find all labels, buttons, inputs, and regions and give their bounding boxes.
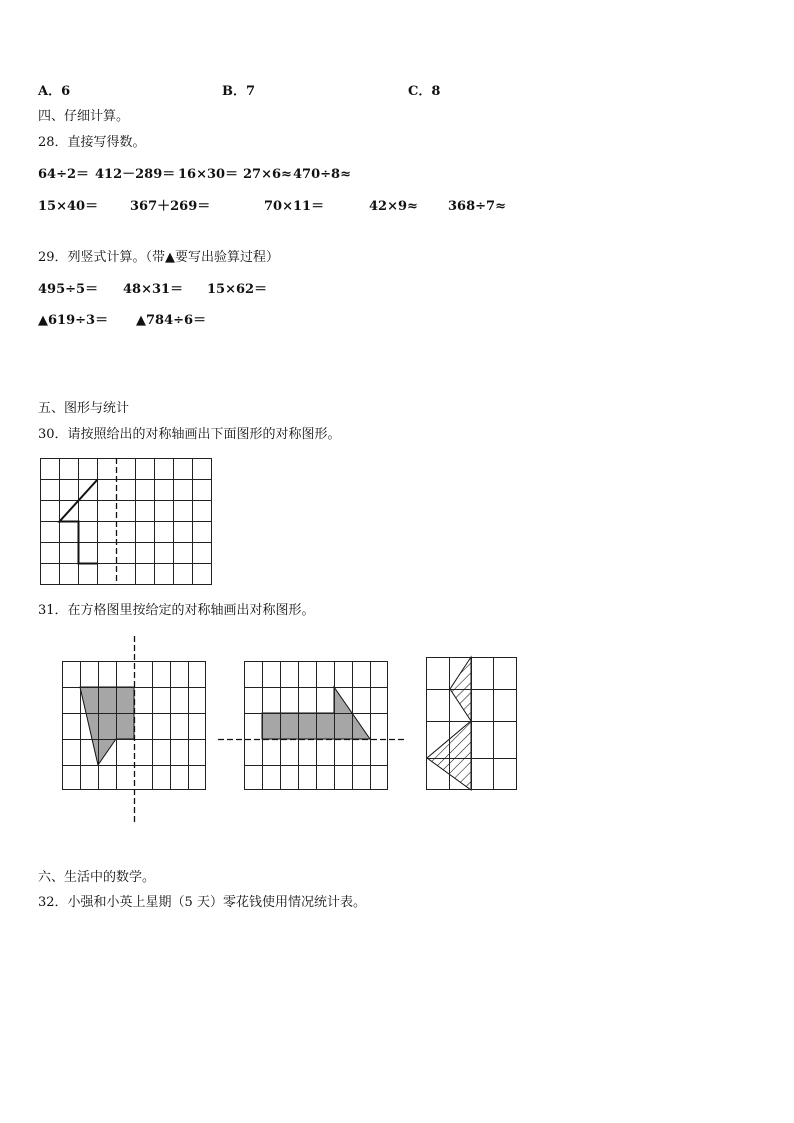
q28-title: 28．直接写得数。 bbox=[38, 135, 146, 150]
q28-expr: 412－289＝ bbox=[95, 167, 176, 182]
option-a: A．6 bbox=[38, 84, 71, 99]
q31-grid-1 bbox=[58, 656, 208, 826]
q31-grid-2 bbox=[218, 656, 408, 796]
q29-expr: ▲784÷6＝ bbox=[136, 313, 207, 328]
q28-expr: 15×40＝ bbox=[38, 199, 99, 214]
q29-expr: 48×31＝ bbox=[123, 282, 184, 297]
q31-title: 31．在方格图里按给定的对称轴画出对称图形。 bbox=[38, 603, 315, 618]
q30-symmetry-grid bbox=[40, 458, 214, 586]
section-4-title: 四、仔细计算。 bbox=[38, 109, 130, 124]
q32-title: 32．小强和小英上星期（5 天）零花钱使用情况统计表。 bbox=[38, 895, 366, 910]
q29-title: 29．列竖式计算。（带▲要写出验算过程） bbox=[38, 250, 280, 265]
q28-expr: 42×9≈ bbox=[369, 199, 418, 214]
section-5-title: 五、图形与统计 bbox=[38, 401, 130, 416]
q31-grid-3 bbox=[422, 652, 522, 792]
q30-title: 30．请按照给出的对称轴画出下面图形的对称图形。 bbox=[38, 427, 341, 442]
q28-expr: 470÷8≈ bbox=[293, 167, 351, 182]
option-c: C．8 bbox=[408, 84, 441, 99]
q28-expr: 368÷7≈ bbox=[448, 199, 506, 214]
q28-expr: 27×6≈ bbox=[243, 167, 292, 182]
q28-expr: 64÷2＝ bbox=[38, 167, 90, 182]
q29-expr: 495÷5＝ bbox=[38, 282, 99, 297]
q28-expr: 367＋269＝ bbox=[130, 199, 211, 214]
shaded-shape bbox=[80, 687, 134, 765]
q29-expr: ▲619÷3＝ bbox=[38, 313, 109, 328]
option-b: B．7 bbox=[222, 84, 256, 99]
section-6-title: 六、生活中的数学。 bbox=[38, 870, 156, 885]
q28-expr: 16×30＝ bbox=[178, 167, 239, 182]
q28-expr: 70×11＝ bbox=[264, 199, 325, 214]
q29-expr: 15×62＝ bbox=[207, 282, 268, 297]
